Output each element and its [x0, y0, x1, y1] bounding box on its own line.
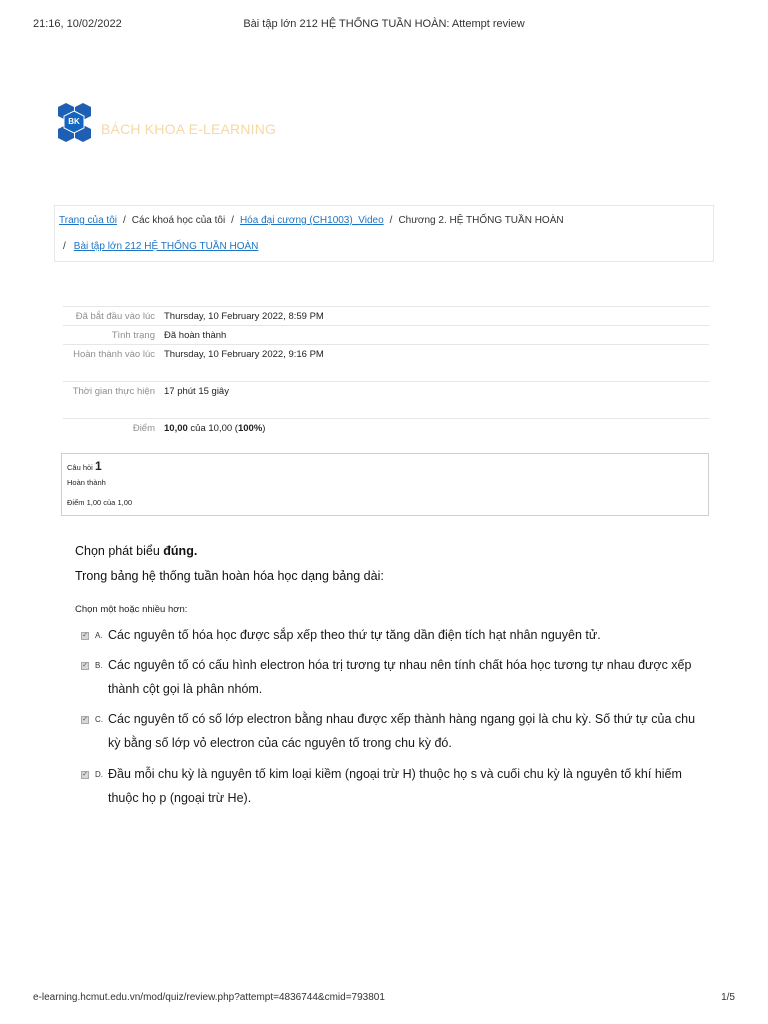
breadcrumb-separator: /: [63, 241, 66, 252]
question-state: Hoàn thành: [67, 478, 106, 487]
summary-label: Đã bắt đầu vào lúc: [75, 311, 155, 322]
breadcrumb-line-1: [59, 215, 564, 226]
logo-text: BK: [68, 117, 80, 126]
grade-score: 10,00: [164, 423, 188, 434]
breadcrumb-item-course[interactable]: Hóa đại cương (CH1003)_Video: [239, 215, 384, 226]
summary-value: Đã hoàn thành: [164, 330, 227, 341]
breadcrumb-separator: /: [389, 215, 393, 226]
option-text: Các nguyên tố có cấu hình electron hóa trị tương tự nhau nên tính chất hóa học tương tự nhau được xếp thành cột gọi là phân nhóm.: [108, 658, 692, 696]
grade-percent: 100%: [237, 423, 263, 434]
option-label: A.: [95, 631, 103, 640]
summary-label: Điểm: [132, 423, 155, 434]
summary-row-state: [63, 326, 709, 345]
print-page-title: Bài tập lớn 212 HỆ THỐNG TUẦN HOÀN: Attempt review: [243, 18, 525, 30]
breadcrumb-item-my-page[interactable]: Trang của tôi: [59, 215, 117, 226]
summary-label: Hoàn thành vào lúc: [73, 349, 155, 360]
summary-label: Thời gian thực hiện: [72, 386, 155, 397]
summary-value: 17 phút 15 giây: [164, 386, 229, 397]
attempt-summary-table: [63, 306, 709, 441]
breadcrumb-line-2: [63, 241, 258, 252]
summary-grade-value: [164, 419, 265, 438]
summary-row-completed: [63, 345, 709, 382]
summary-row-grade: [63, 419, 709, 441]
option-label: D.: [95, 770, 103, 779]
breadcrumb-item-my-courses: Các khoá học của tôi: [131, 215, 226, 226]
question-number: [67, 459, 102, 473]
question-text-line-1: [75, 544, 197, 558]
option-text: Đầu mỗi chu kỳ là nguyên tố kim loại kiềm (ngoại trừ H) thuộc họ s và cuối chu kỳ là nguyên tố khí hiếm thuộc họ p (ngoại trừ He).: [108, 767, 682, 805]
summary-label: Tình trạng: [111, 330, 155, 341]
option-text: Các nguyên tố hóa học được sắp xếp theo thứ tự tăng dần điện tích hạt nhân nguyên tử.: [108, 628, 601, 642]
breadcrumb-separator: /: [231, 215, 234, 226]
summary-value: Thursday, 10 February 2022, 8:59 PM: [164, 311, 324, 322]
grade-of: của 10,00 (: [190, 423, 238, 434]
question-info-box: [61, 453, 709, 516]
question-text-line-2: Trong bảng hệ thống tuần hoàn hóa học dạng bảng dài:: [75, 569, 384, 583]
breadcrumb-separator: /: [123, 215, 126, 226]
option-label: B.: [95, 661, 103, 670]
question-text-prefix: Chọn phát biểu: [75, 544, 160, 558]
breadcrumb-item-quiz[interactable]: Bài tập lớn 212 HỆ THỐNG TUẦN HOÀN: [73, 241, 259, 252]
bk-logo[interactable]: [56, 101, 96, 145]
option-text: Các nguyên tố có số lớp electron bằng nhau được xếp thành hàng ngang gọi là chu kỳ. Số thứ tự của chu kỳ bằng số lớp vỏ electron của các nguyên tố trong chu kỳ đó.: [108, 712, 696, 750]
bk-hexagon-logo-icon: [56, 101, 96, 145]
checkbox-checked-icon[interactable]: ✓: [82, 716, 88, 723]
breadcrumb-item-chapter: Chương 2. HỆ THỐNG TUẦN HOÀN: [398, 215, 564, 226]
print-page-number: 1/5: [721, 992, 735, 1003]
checkbox-checked-icon[interactable]: ✓: [82, 662, 88, 669]
summary-row-duration: [63, 382, 709, 419]
print-footer: [0, 992, 768, 1006]
summary-value: Thursday, 10 February 2022, 9:16 PM: [164, 349, 324, 360]
question-grade: Điểm 1,00 của 1,00: [67, 498, 133, 507]
brand-name[interactable]: BÁCH KHOA E-LEARNING: [101, 121, 277, 137]
answer-prompt: Chọn một hoặc nhiều hơn:: [75, 604, 188, 615]
question-text-bold: đúng.: [163, 544, 198, 558]
summary-row-started: [63, 307, 709, 326]
print-datetime: 21:16, 10/02/2022: [33, 18, 122, 30]
print-header: [0, 18, 768, 32]
checkbox-checked-icon[interactable]: ✓: [82, 771, 88, 778]
breadcrumb: [54, 205, 714, 262]
print-url: e-learning.hcmut.edu.vn/mod/quiz/review.php?attempt=4836744&cmid=793801: [33, 992, 385, 1003]
checkbox-checked-icon[interactable]: ✓: [82, 632, 88, 639]
question-label: Câu hỏi: [67, 463, 93, 472]
question-number-value: 1: [94, 459, 102, 473]
option-label: C.: [95, 715, 103, 724]
grade-close: ): [262, 423, 266, 434]
